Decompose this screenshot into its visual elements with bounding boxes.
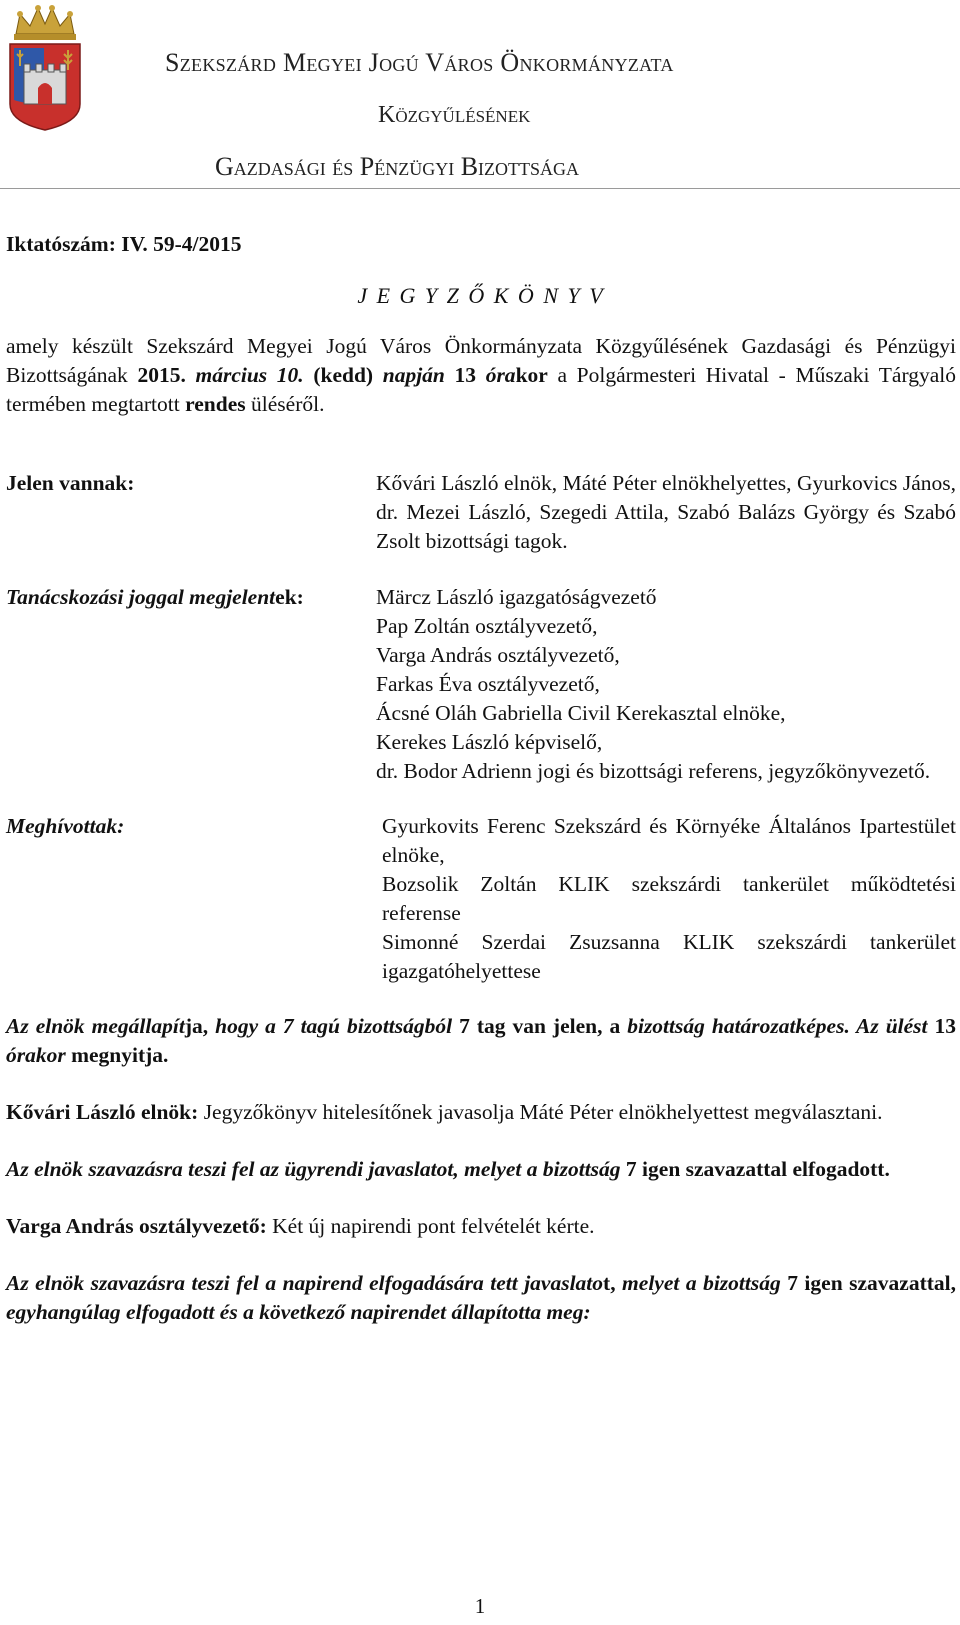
advisory-label (6, 583, 376, 786)
meeting-hour-word: óra (485, 363, 516, 387)
meeting-day-word: napján (382, 363, 445, 387)
reference-number: Iktatószám: IV. 59-4/2015 (6, 232, 242, 256)
intro-text-1: amely készült Szekszárd Megyei Jogú Város Önkormányzata Közgyűlésének Gazdasági és Pénzügyi Bizottságának (6, 334, 956, 387)
vote2-text-e: egyhangúlag elfogadott és a következő napirendet állapította meg: (6, 1300, 591, 1324)
varga-label: Varga András osztályvezető: (6, 1214, 267, 1238)
quorum-text-h: Az ülést (849, 1014, 935, 1038)
list-item: Märcz László igazgatóságvezető (376, 585, 657, 609)
quorum-text-e: tag van jelen, a (469, 1014, 628, 1038)
list-item: Kerekes László képviselő, (376, 730, 603, 754)
quorum-paragraph (6, 1012, 956, 1070)
meeting-year: 2015. (137, 363, 186, 387)
vote2-text-a: Az elnök szavazásra teszi fel a napirend elfogadására tett javaslato (6, 1271, 604, 1295)
header-divider (0, 188, 960, 189)
quorum-text-i: 13 (934, 1014, 957, 1038)
letterhead-line-3: Gazdasági és Pénzügyi Bizottsága (215, 152, 580, 181)
document-title: J E G Y Z Ő K Ö N Y V (357, 283, 605, 308)
vote1-paragraph (6, 1155, 956, 1184)
list-item: Varga András osztályvezető, (376, 643, 620, 667)
intro-text-3: üléséről. (245, 392, 325, 416)
invited-label: Meghívottak: (6, 814, 125, 838)
advisory-section (6, 583, 956, 786)
list-item: dr. Bodor Adrienn jogi és bizottsági referens, jegyzőkönyvezető. (376, 759, 931, 783)
intro-paragraph (6, 332, 956, 419)
intro-text-2: a Polgármesteri Hivatal - Műszaki Tárgyaló termében megtartott (6, 363, 956, 416)
list-item: Bozsolik Zoltán KLIK szekszárdi tankerület működtetési referense (382, 872, 956, 925)
chair-paragraph (6, 1098, 956, 1127)
chair-text: Jegyzőkönyv hitelesítőnek javasolja Máté Péter elnökhelyettest megválasztani. (198, 1100, 883, 1124)
vote2-paragraph (6, 1269, 956, 1327)
quorum-text-a: Az elnök megállapít (6, 1014, 185, 1038)
list-item: Pap Zoltán osztályvezető, (376, 614, 598, 638)
present-section (6, 469, 956, 556)
varga-paragraph (6, 1212, 956, 1241)
quorum-text-k: megnyitja. (65, 1043, 169, 1067)
invited-section (6, 812, 956, 986)
quorum-text-c: hogy a 7 tagú bizottságból (208, 1014, 460, 1038)
varga-text: Két új napirendi pont felvételét kérte. (266, 1214, 595, 1238)
invited-list (382, 812, 956, 986)
vote2-text-c: melyet a bizottság (615, 1271, 781, 1295)
chair-label: Kővári László elnök: (6, 1100, 199, 1124)
advisory-list (376, 583, 956, 786)
advisory-label-italic: Tanácskozási joggal megjelent (6, 585, 276, 609)
list-item: Simonné Szerdai Zsuzsanna KLIK szekszárdi tankerület igazgatóhelyettese (382, 930, 956, 983)
quorum-text-f: bizottság (627, 1014, 705, 1038)
meeting-weekday: (kedd) (303, 363, 383, 387)
meeting-date: március 10. (185, 363, 304, 387)
minutes-document (6, 230, 956, 1327)
quorum-text-d: 7 (459, 1014, 470, 1038)
list-item: Farkas Éva osztályvezető, (376, 672, 600, 696)
vote1-text-a: Az elnök szavazásra teszi fel az ügyrendi javaslatot, melyet a bizottság (6, 1157, 626, 1181)
list-item: Ácsné Oláh Gabriella Civil Kerekasztal elnöke, (376, 701, 786, 725)
quorum-text-j: órakor (6, 1043, 66, 1067)
meeting-hour: 13 (444, 363, 486, 387)
advisory-label-rest: ek: (275, 585, 304, 609)
list-item: Gyurkovits Ferenc Szekszárd és Környéke Általános Ipartestület elnöke, (382, 814, 956, 867)
meeting-type: rendes (185, 392, 246, 416)
vote1-text-b: 7 igen szavazattal elfogadott. (625, 1157, 890, 1181)
vote2-text-b: t, (603, 1271, 616, 1295)
letterhead-line-2: Közgyűlésének (378, 102, 531, 128)
page-number: 1 (474, 1594, 486, 1618)
coat-of-arms-icon (6, 4, 84, 134)
quorum-text-b: ja, (184, 1014, 209, 1038)
letterhead-line-1: Szekszárd Megyei Jogú Város Önkormányzata (165, 48, 674, 77)
present-label: Jelen vannak: (6, 471, 135, 495)
meeting-hour-suffix: kor (515, 363, 548, 387)
vote2-text-d: 7 igen szavazattal, (780, 1271, 956, 1295)
quorum-text-g: határozatképes. (704, 1014, 850, 1038)
letterhead (0, 0, 960, 190)
present-members: Kővári László elnök, Máté Péter elnökhelyettes, Gyurkovics János, dr. Mezei László, Szegedi Attila, Szabó Balázs György és Szabó Zsolt bizottsági tagok. (376, 471, 956, 553)
